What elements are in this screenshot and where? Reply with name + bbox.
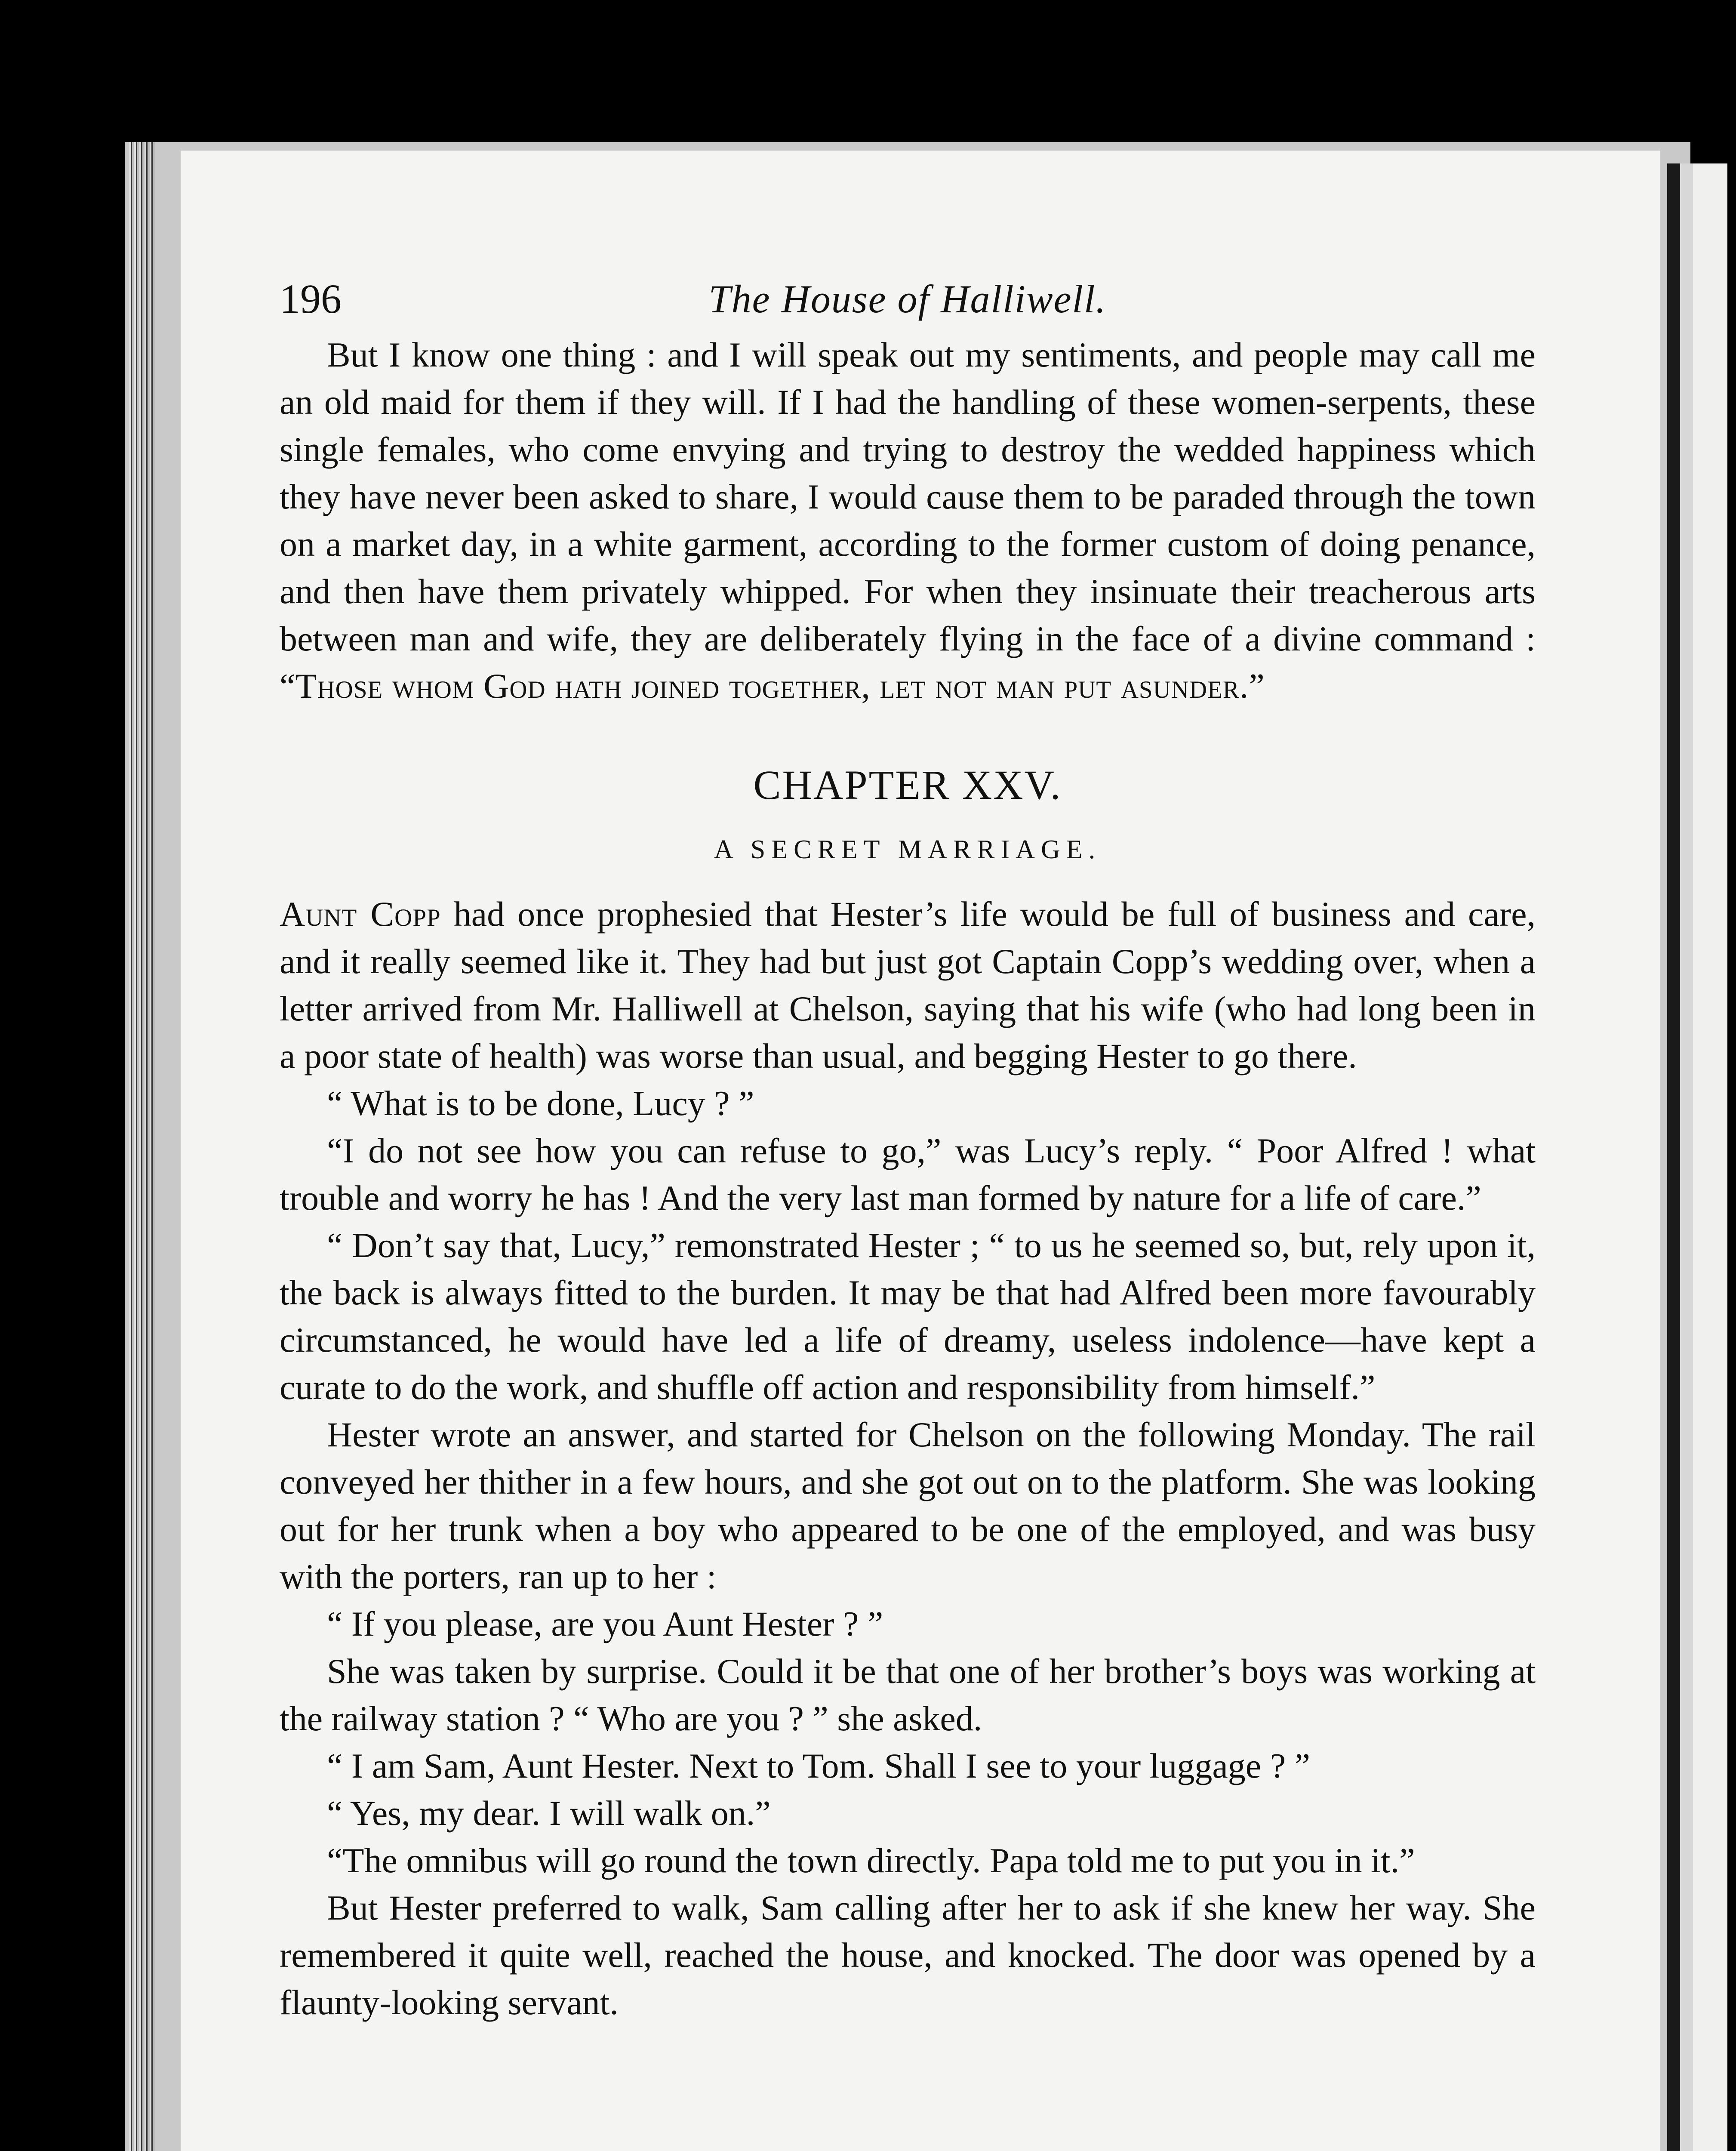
closing-quote: ”	[1249, 666, 1265, 706]
paragraph: But Hester preferred to walk, Sam calling after her to ask if she knew her way. She remembered it quite well, reached the house, and knocked. The door was opened by a flaunty-looking servant.	[280, 1888, 1536, 2022]
chapter-title: CHAPTER XXV.	[753, 762, 1062, 808]
paragraph: “ Don’t say that, Lucy,” remonstrated Hester ; “ to us he seemed so, but, rely upon it, the back is always fitted to the burden. It may be that had Alfred been more favourably circumstanced, he would have led a life of dreamy, useless indolence—have kept a curate to do the work, and shuffle off action and responsibility from himself.”	[280, 1226, 1536, 1407]
running-title: The House of Halliwell.	[708, 277, 1107, 321]
paragraph: She was taken by surprise. Could it be that one of her brother’s boys was working at the railway station ? “ Who are you ? ” she asked.	[280, 1652, 1536, 1738]
page-number: 196	[280, 276, 342, 322]
paragraph: “I do not see how you can refuse to go,” was Lucy’s reply. “ Poor Alfred ! what trouble and worry he has ! And the very last man formed by nature for a life of care.”	[280, 1131, 1536, 1217]
paragraph: Hester wrote an answer, and started for Chelson on the following Monday. The rail conveyed her thither in a few hours, and she got out on to the platform. She was looking out for her trunk when a boy who appeared to be one of the employed, and was busy with the porters, ran up to her :	[280, 1415, 1536, 1596]
paragraph: “ If you please, are you Aunt Hester ? ”	[327, 1604, 883, 1643]
paragraph-text: But I know one thing : and I will speak out my sentiments, and people may call me an old maid for them if they will. If I had the handling of these women-serpents, these single females, who come envying and trying to destroy the wedded happiness which they have never been asked to share, I would cause them to be paraded through the town on a market day, in a white garment, according to the former custom of doing penance, and then have them privately whipped. For when they insinuate their treacherous arts between man and wife, they are deliberately flying in the face of a divine command : “	[280, 335, 1536, 706]
paragraph: “The omnibus will go round the town directly. Papa told me to put you in it.”	[327, 1841, 1415, 1880]
page-text	[280, 275, 1536, 2026]
paragraph	[280, 891, 1536, 1080]
paragraph-text: had once prophesied that Hester’s life would be full of business and care, and it really seemed like it. They had but just got Captain Copp’s wedding over, when a letter arrived from Mr. Halliwell at Chelson, saying that his wife (who had long been in a poor state of health) was worse than usual, and begging Hester to go there.	[280, 894, 1536, 1076]
paragraph	[280, 331, 1536, 710]
paragraph: “ I am Sam, Aunt Hester. Next to Tom. Shall I see to your luggage ? ”	[327, 1746, 1310, 1785]
chapter-subtitle: A SECRET MARRIAGE.	[714, 835, 1102, 864]
paragraph: “ Yes, my dear. I will walk on.”	[327, 1794, 771, 1833]
paragraph: “ What is to be done, Lucy ? ”	[327, 1084, 754, 1123]
adjacent-page-edge	[1667, 163, 1727, 2151]
lead-words: Aunt Copp	[280, 894, 441, 934]
scripture-quote: Those whom God hath joined together, let not man put asunder.	[295, 666, 1249, 706]
running-head	[280, 275, 1536, 331]
